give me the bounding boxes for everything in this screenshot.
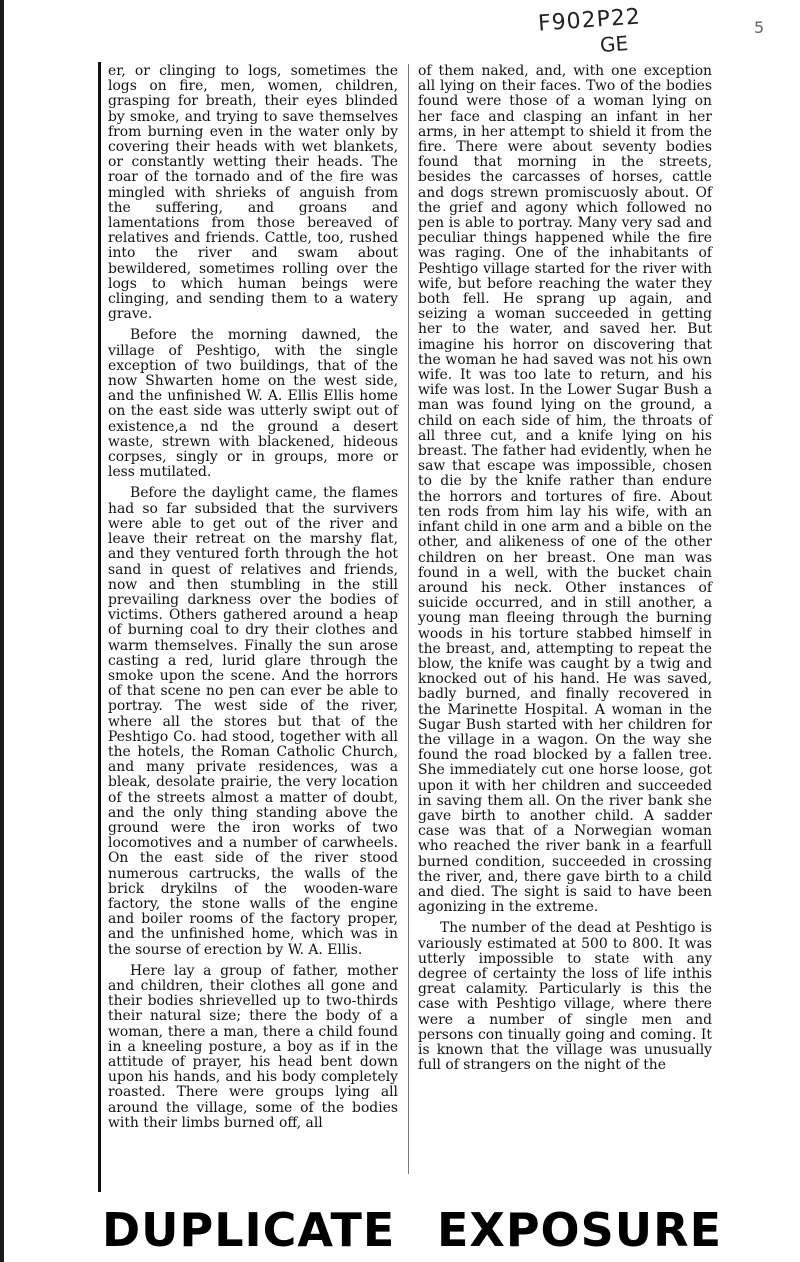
banner-word-duplicate: DUPLICATE [102,1203,396,1257]
page-number: 5 [754,18,765,37]
article-column-1 [108,64,398,1137]
handwritten-initials: GE [599,31,629,57]
duplicate-exposure-banner [102,1200,722,1260]
paragraph: Before the daylight came, the flames had so far subsided that the survivers were able to get out of the river and leave their retreat on the marshy flat, and they ventured forth through the hot sand in quest of relatives and friends, now and then stumbling in the still prevailing darkness over the bodies of victims. Others gathered around a heap of burning coal to dry their clothes and warm themselves. Finally the sun arose casting a red, lurid glare through the smoke upon the scene. And the horrors of that scene no pen can ever be able to portray. The west side of the river, where all the stores but that of the Peshtigo Co. had stood, together with all the hotels, the Roman Catholic Church, and many private residences, was a bleak, desolate prairie, the very location of the streets almost a matter of doubt, and the only thing standing above the ground were the iron works of two locomotives and a number of carwheels. On the east side of the river stood numerous cartrucks, the walls of the brick drykilns of the wooden-ware factory, the stone walls of the engine and boiler rooms of the factory proper, and the unfinished home, which was in the sourse of erection by W. A. Ellis. [108,485,398,958]
banner-word-exposure: EXPOSURE [436,1203,722,1257]
paragraph: The number of the dead at Peshtigo is variously estimated at 500 to 800. It was utterly impossible to state with any degree of certainty the loss of life inthis great calamity. Particularly is this the case with Peshtigo village, where there were a number of single men and persons con tinually going and coming. It is known that the village was unusually full of strangers on the night of the [418,920,712,1074]
handwritten-code: F902P22 [537,4,642,37]
paragraph: er, or clinging to logs, sometimes the logs on fire, men, women, children, grasping for breath, their eyes blinded by smoke, and trying to save themselves from burning even in the water only by covering their heads with wet blankets, or constantly wetting their heads. The roar of the tornado and of the fire was mingled with shrieks of anguish from the suffering, and groans and lamentations from those bereaved of relatives and friends. Cattle, too, rushed into the river and swam about bewildered, sometimes rolling over the logs to which human beings were clinging, and sending them to a watery grave. [108,63,398,323]
paragraph: Here lay a group of father, mother and children, their clothes all gone and their bodies shrievelled up to two-thirds their natural size; there the body of a woman, there a man, there a child found in a kneeling posture, a boy as if in the attitude of prayer, his head bent down upon his hands, and his body completely roasted. There were groups lying all around the village, some of the bodies with their limbs burned off, all [108,962,398,1131]
scan-edge [0,0,4,1262]
paragraph: Before the morning dawned, the village of Peshtigo, with the single exception of two buildings, that of the now Shwarten home on the west side, and the unfinished W. A. Ellis Ellis home on the east side was utterly swipt out of existence,a nd the ground a desert waste, strewn with blackened, hideous corpses, singly or in groups, more or less mutilated. [108,327,398,481]
column-divider [408,64,409,1174]
article-column-2 [418,64,712,1079]
clipping-edge [98,62,101,1192]
paragraph: of them naked, and, with one exception all lying on their faces. Two of the bodies found were those of a woman lying on her face and clasping an infant in her arms, in her attempt to shield it from the fire. There were about seventy bodies found that morning in the streets, besides the carcasses of horses, cattle and dogs strewn promiscuosly about. Of the grief and agony which followed no pen is able to portray. Many very sad and peculiar things happened while the fire was raging. One of the inhabitants of Peshtigo village started for the river with wife, but before reaching the water they both fell. He sprang up again, and seizing a woman succeeded in getting her to the water, and saved her. But imagine his horror on discovering that the woman he had saved was not his own wife. It was too late to return, and his wife was lost. In the Lower Sugar Bush a man was found lying on the ground, a child on each side of him, the throats of all three cut, and a knife lying on his breast. The father had evidently, when he saw that escape was impossible, chosen to die by the knife rather than endure the horrors and tortures of fire. About ten rods from him lay his wife, with an infant child in one arm and a bible on the other, and alikeness of one of the other children on her breast. One man was found in a well, with the bucket chain around his neck. Other instances of suicide occurred, and in still another, a young man fleeing through the burning woods in his torture stabbed himself in the breast, and, attempting to repeat the blow, the knife was caught by a twig and knocked out of his hand. He was saved, badly burned, and finally recovered in the Marinette Hospital. A woman in the Sugar Bush started with her children for the village in a wagon. On the way she found the road blocked by a fallen tree. She immediately cut one horse loose, got upon it with her children and succeeded in saving them all. On the river bank she gave birth to another child. A sadder case was that of a Norwegian woman who reached the river bank in a fearfull burned condition, succeeded in crossing the river, and, there gave birth to a child and died. The sight is said to have been agonizing in the extreme. [418,63,712,916]
